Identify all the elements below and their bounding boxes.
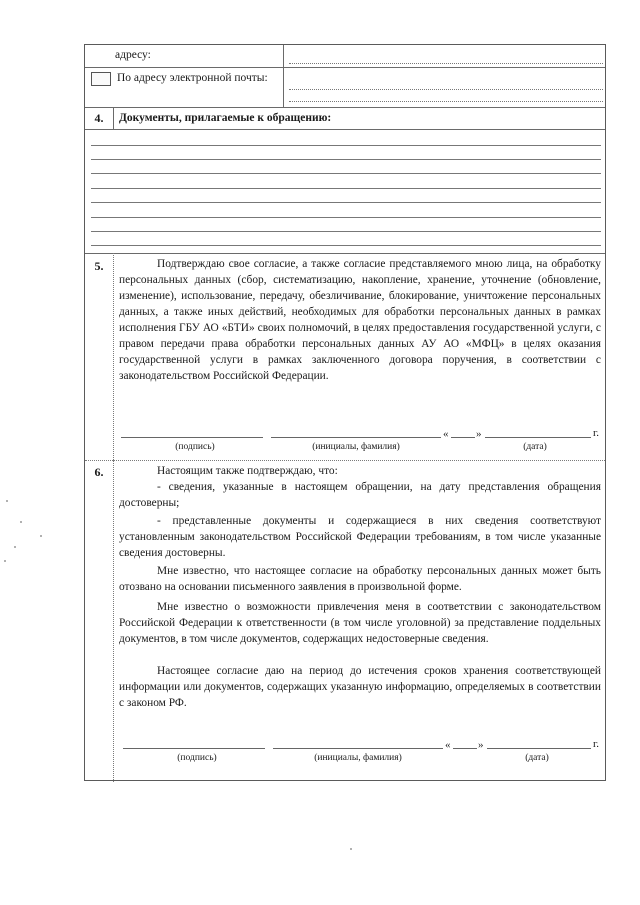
scan-speck (20, 521, 22, 523)
day-line[interactable] (451, 437, 475, 438)
section-4-title: Документы, прилагаемые к обращению: (119, 112, 332, 124)
attachments-line-8[interactable] (91, 245, 601, 246)
attachments-line-4[interactable] (91, 188, 601, 189)
email-label: По адресу электронной почты: (117, 72, 268, 84)
section-4-number: 4. (94, 111, 104, 125)
confirm-item-2: - представленные документы и содержащиеся в них сведения соответствуют установленным законодательством Российской Федерации требованиям, в том числе указанные сведения достоверны. (119, 515, 601, 559)
liability-text: Мне известно о возможности привлечения меня в соответствии с законодательством Российской Федерации к ответственности (в том числе уголовной) за представление поддельных документов, в том числе документов, содержащих недостоверные сведения. (119, 601, 601, 645)
attachments-line-7[interactable] (91, 231, 601, 232)
month-year-line[interactable] (485, 437, 591, 438)
caption-signature: (подпись) (177, 753, 217, 763)
month-year-line[interactable] (487, 748, 591, 749)
scan-speck (4, 560, 6, 562)
address-label: адресу: (115, 49, 151, 61)
email-value-line-1[interactable] (289, 89, 603, 90)
section-divider (85, 107, 605, 108)
attachments-line-2[interactable] (91, 159, 601, 160)
date-open-quote: « (445, 739, 451, 751)
attachments-line-1[interactable] (91, 145, 601, 146)
scan-speck (350, 848, 352, 850)
application-form (84, 44, 606, 781)
attachments-line-5[interactable] (91, 202, 601, 203)
row-divider (85, 67, 605, 68)
address-value-line[interactable] (289, 63, 603, 64)
caption-signature: (подпись) (175, 442, 215, 452)
caption-name: (инициалы, фамилия) (314, 753, 402, 763)
section-5-number: 5. (94, 259, 104, 273)
day-line[interactable] (453, 748, 477, 749)
caption-name: (инициалы, фамилия) (312, 442, 400, 452)
number-column-divider (113, 107, 114, 129)
date-close-quote: » (478, 739, 484, 751)
email-delivery-checkbox[interactable] (91, 72, 111, 86)
caption-date: (дата) (523, 442, 547, 452)
scan-speck (40, 535, 42, 537)
caption-date: (дата) (525, 753, 549, 763)
signature-line[interactable] (123, 748, 265, 749)
year-suffix: г. (593, 427, 600, 439)
confirm-item-1: - сведения, указанные в настоящем обращении, на дату представления обращения достоверны; (119, 481, 601, 509)
attachments-line-6[interactable] (91, 217, 601, 218)
date-close-quote: » (476, 428, 482, 440)
section-divider (85, 460, 605, 461)
name-line[interactable] (271, 437, 441, 438)
name-line[interactable] (273, 748, 443, 749)
section-divider (85, 129, 605, 130)
attachments-line-3[interactable] (91, 173, 601, 174)
period-text: Настоящее согласие даю на период до истечения сроков хранения соответствующей информации или документов, содержащих указанную информацию, определяемых в соответствии с законом РФ. (119, 665, 601, 709)
year-suffix: г. (593, 738, 600, 750)
email-value-line-2[interactable] (289, 101, 603, 102)
number-column-divider (113, 460, 114, 782)
section-6-number: 6. (94, 465, 104, 479)
revocation-text: Мне известно, что настоящее согласие на обработку персональных данных может быть отозвано на основании письменного заявления в произвольной форме. (119, 565, 601, 593)
number-column-divider (113, 253, 114, 460)
date-open-quote: « (443, 428, 449, 440)
confirm-intro: Настоящим также подтверждаю, что: (157, 465, 338, 477)
signature-line[interactable] (121, 437, 263, 438)
delivery-column-divider (283, 45, 284, 108)
scan-speck (14, 546, 16, 548)
section-divider (85, 253, 605, 254)
scan-speck (6, 500, 8, 502)
consent-text: Подтверждаю свое согласие, а также согласие представляемого мною лица, на обработку персональных данных (сбор, систематизацию, накопление, хранение, уточнение (обновление, изменение), использование, передачу, обезличивание, блокирование, уничтожение персональных данных, а также иных действий, необходимых для обработки персональных данных в рамках исполнения ГБУ АО «БТИ» своих полномочий, в целях предоставления государственной услуги, с правом передачи права обработки персональных данных АУ АО «МФЦ» в целях оказания государственной услуги в рамках заключенного договора поручения, в соответствии с законодательством Российской Федерации. (119, 258, 601, 382)
